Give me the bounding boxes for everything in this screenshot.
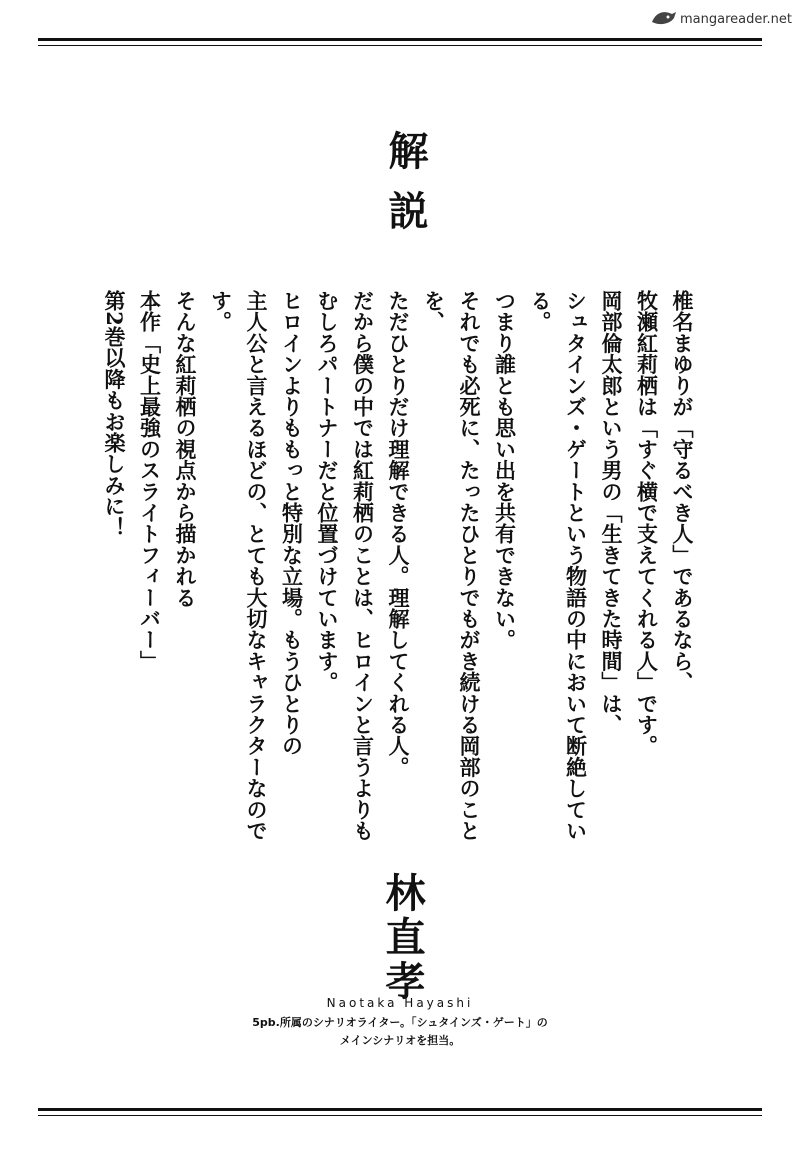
body-line-11: 主人公と言えるほどの、とても大切なキャラクターなのです。 [208, 290, 269, 842]
bio-line-1: 5pb.所属のシナリオライター。「シュタインズ・ゲート」の [252, 1016, 548, 1029]
body-text [100, 290, 700, 850]
watermark-text: mangareader.net [680, 11, 792, 27]
author-romaji: Naotaka Hayashi [326, 996, 474, 1010]
body-line-3: 岡部倫太郎という男の「生きてきた時間」は、 [599, 290, 624, 736]
body-line-9: むしろパートナーだと位置づけています。 [315, 290, 340, 693]
top-rule-thin [38, 45, 762, 46]
top-rule-thick [38, 38, 762, 41]
bottom-rule-thick [38, 1108, 762, 1111]
bio-line-2: メインシナリオを担当。 [339, 1034, 461, 1047]
body-line-8: だから僕の中では紅莉栖のことは、ヒロインと言うよりも [350, 290, 376, 842]
body-line-12: そんな紅莉栖の視点から描かれる [173, 290, 198, 608]
body-line-4: シュタインズ・ゲートという物語の中において断絶している。 [528, 290, 589, 842]
body-line-13: 本作「史上最強のスライトフィーバー」 [137, 290, 163, 672]
body-line-2: 牧瀬紅莉栖は「すぐ横で支えてくれる人」です。 [634, 290, 660, 757]
body-line-14: 第2巻以降もお楽しみに！ [102, 290, 127, 539]
body-line-5: つまり誰とも思い出を共有できない。 [492, 290, 518, 651]
watermark [650, 6, 792, 32]
bottom-rule-thin [38, 1115, 762, 1116]
author-name: 林直孝 [379, 872, 426, 1004]
title-char-2: 説 [382, 190, 429, 250]
author-bio [250, 1014, 550, 1050]
title-char-1: 解 [382, 130, 429, 190]
body-line-10: ヒロインよりももっと特別な立場。もうひとりの [279, 290, 305, 757]
body-line-6: それでも必死に、たったひとりでもがき続ける岡部のことを、 [421, 290, 482, 842]
body-line-7: ただひとりだけ理解できる人。理解してくれる人。 [386, 290, 411, 778]
page-title [362, 130, 434, 250]
body-line-1: 椎名まゆりが「守るべき人」であるなら、 [670, 290, 695, 693]
mangareader-logo-icon [650, 8, 678, 30]
